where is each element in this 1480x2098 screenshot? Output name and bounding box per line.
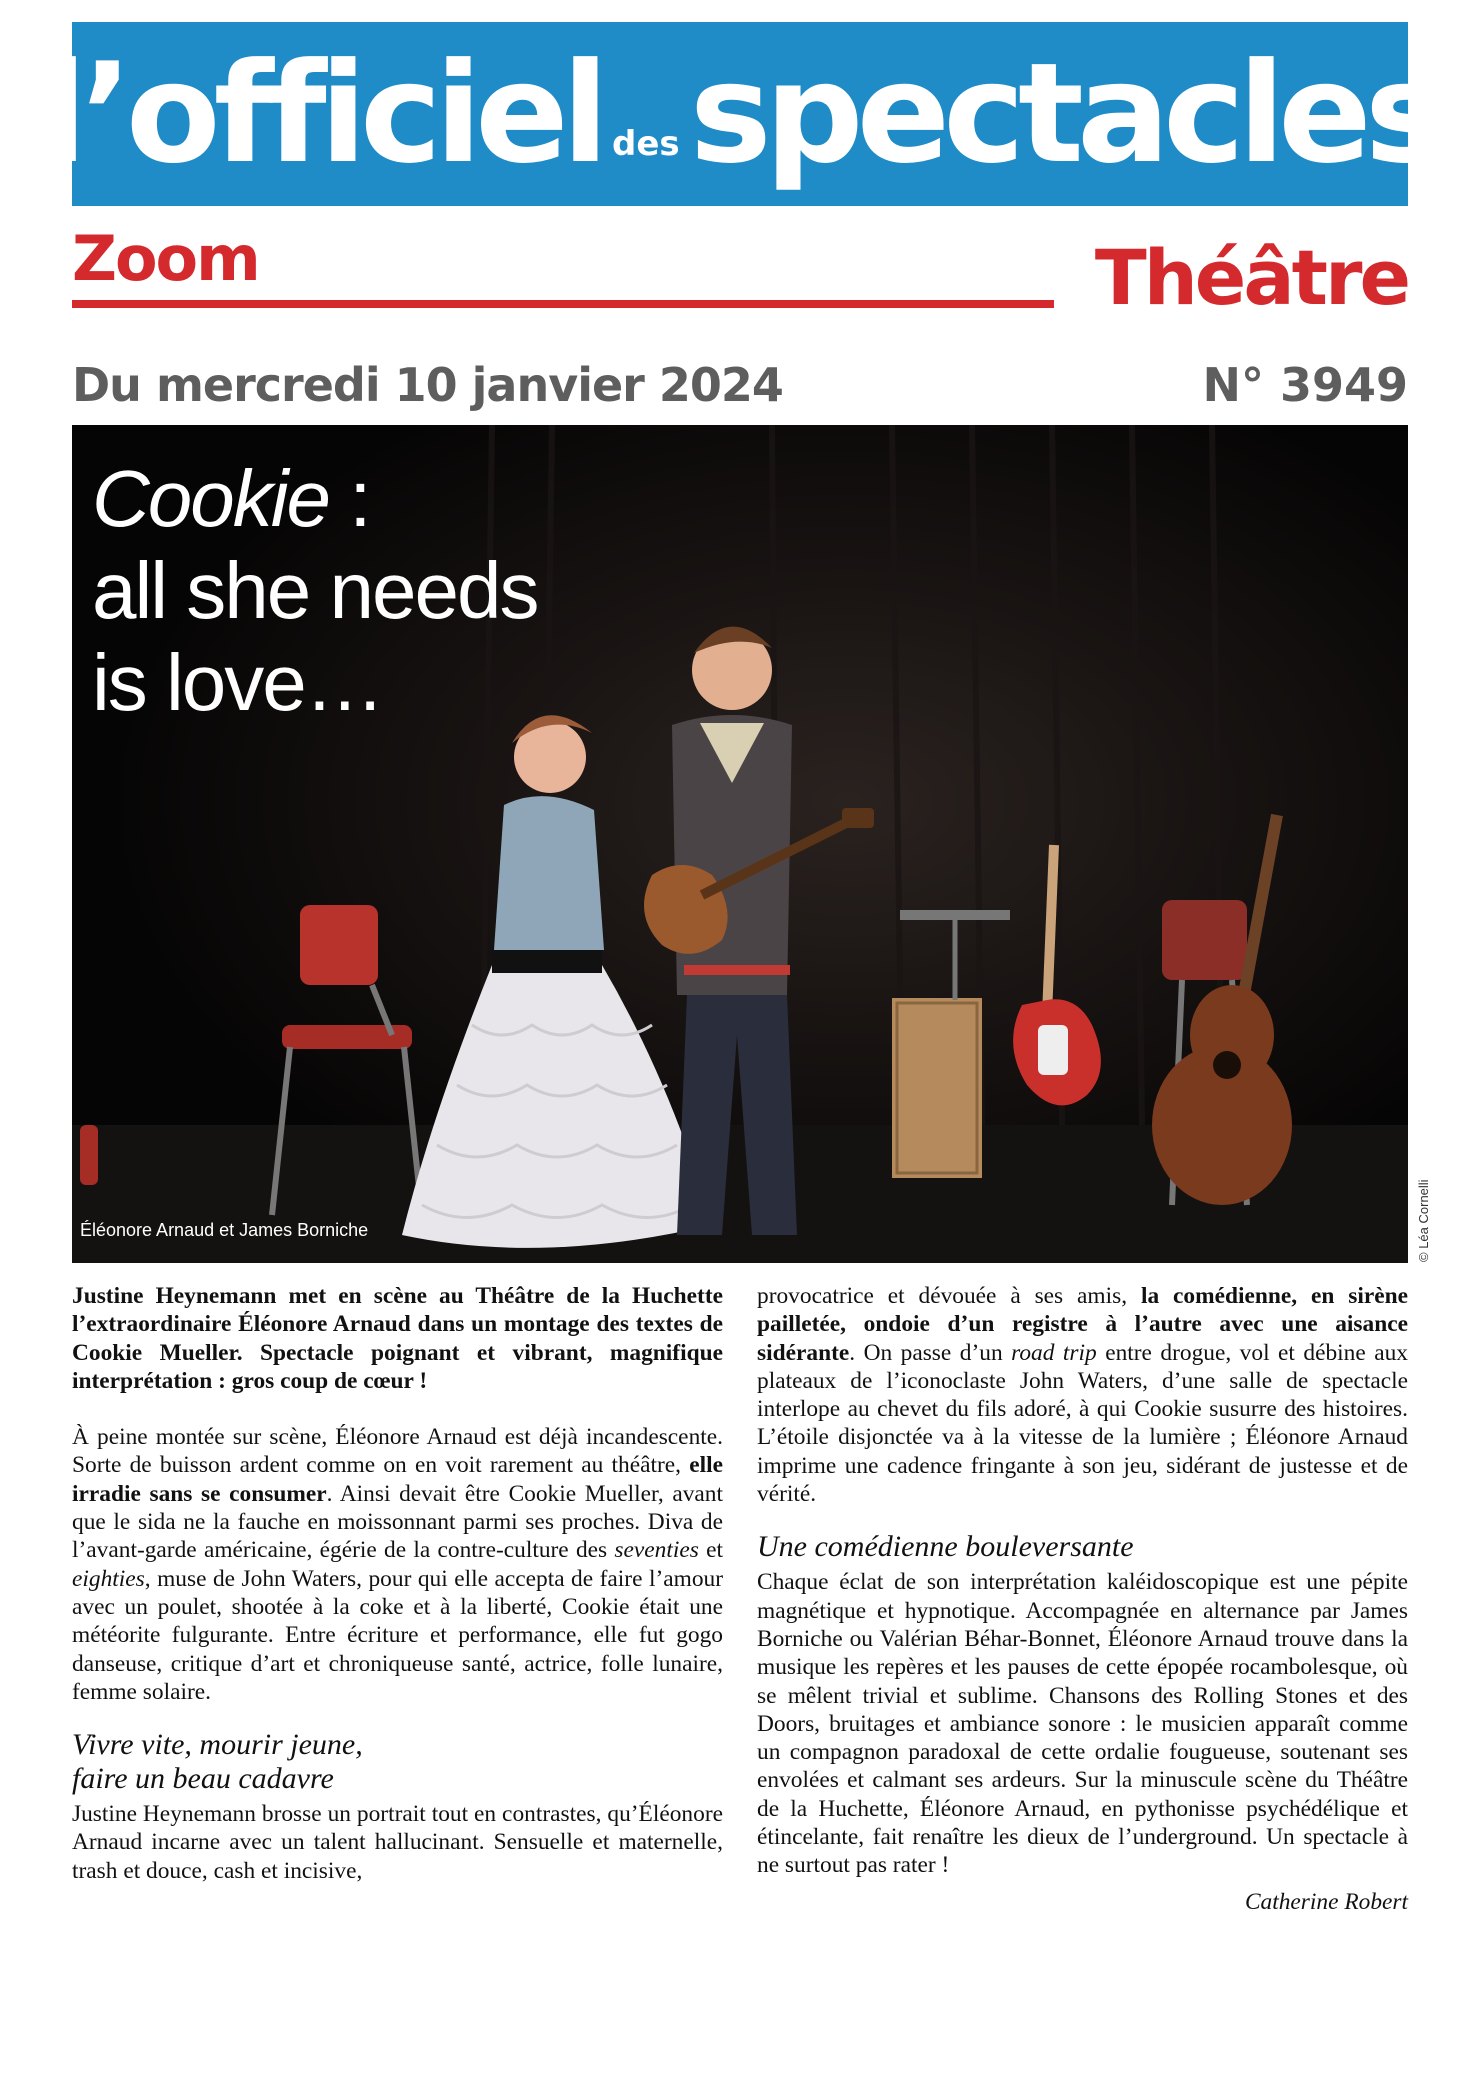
issue-date: Du mercredi 10 janvier 2024 [72, 358, 783, 412]
article-subhead-2: Une comédienne bouleversante [757, 1530, 1134, 1564]
article-paragraph-2: Justine Heynemann brosse un portrait tout en contrastes, qu’Éléonore Arnaud incarne avec un talent hallucinant. Sensuelle et maternelle, trash et douce, cash et incisive, [72, 1801, 723, 1884]
photo-headline [92, 453, 537, 729]
issue-number: N° 3949 [1202, 358, 1408, 412]
article-paragraph-4: Chaque éclat de son interprétation kaléidoscopique est une pépite magnétique et hypnotique. Accompagnée en alternance par James Borniche ou Valérian Béhar-Bonnet, Éléonore Arnaud trouve dans la musique les repères et les pauses de cette épopée rocambolesque, où se mêlent trivial et sublime. Chansons des Rolling Stones et des Doors, bruitages et ambiance sonore : le musicien apparaît comme un compagnon paradoxal de cette ordalie fougueuse, soutenant ses envolées et calmant ses ardeurs. Sur la minuscule scène du Théâtre de la Huchette, Éléonore Arnaud, en pythonisse psychédélique et étincelante, fait renaître les dieux de l’underground. Un spectacle à ne surtout pas rater ! [757, 1569, 1408, 1879]
article-signature: Catherine Robert [1244, 1888, 1408, 1915]
article-chapeau: Justine Heynemann met en scène au Théâtre de la Huchette l’extraordinaire Éléonore Arnaud dans un montage des textes de Cookie Mueller. Spectacle poignant et vibrant, magnifique interprétation : gros coup de cœur ! [72, 1283, 723, 1394]
headline-line-3: is love… [92, 638, 383, 727]
stage-photo [72, 425, 1408, 1263]
masthead-banner [40, 22, 1440, 206]
photo-credit: © Léa Cornelli [1416, 1179, 1431, 1262]
article-paragraph-1: À peine montée sur scène, Éléonore Arnaud est déjà incandescente. Sorte de buisson ardent comme on en voit rarement au théâtre, elle irradie sans se consumer. Ainsi devait être Cookie Mueller, avant que le sida ne la fauche en moissonnant parmi ses proches. Diva de l’avant-garde américaine, égérie de la contre-culture des seventies et eighties, muse de John Waters, pour qui elle accepta de faire l’amour avec un poulet, shootée à la coke et à la liberté, Cookie était une météorite fulgurante. Entre écriture et performance, elle fut gogo danseuse, critique d’art et chroniqueuse santé, actrice, folle lunaire, femme solaire. [72, 1424, 724, 1705]
logo-des: des [612, 124, 680, 164]
section-label: Zoom [72, 222, 259, 295]
article-subhead-1: Vivre vite, mourir jeune, faire un beau cadavre [72, 1728, 363, 1796]
headline-line-2: all she needs [92, 546, 538, 635]
logo-spectacles: spectacles [689, 33, 1440, 194]
section-rule [72, 300, 1054, 308]
headline-colon: : [329, 454, 370, 543]
logo-officiel: l’officiel [40, 33, 603, 194]
article-paragraph-3: provocatrice et dévouée à ses amis, la comédienne, en sirène pailletée, ondoie d’un registre à l’autre avec une aisance sidérante. On passe d’un road trip entre drogue, vol et débine aux plateaux de l’iconoclaste John Waters, d’une salle de spectacle interlope au chevet du fils adoré, à qui Cookie susurre des histoires. L’étoile disjonctée va à la vitesse de la lumière ; Éléonore Arnaud imprime une cadence fringante à son jeu, sidérant de justesse et de vérité. [757, 1283, 1408, 1508]
article-column-1 [72, 1282, 723, 1885]
photo-caption: Éléonore Arnaud et James Borniche [80, 1220, 369, 1240]
masthead-logo [40, 22, 1440, 206]
article-column-2 [757, 1282, 1408, 1916]
headline-title-italic: Cookie [92, 454, 330, 543]
rubrique-label: Théâtre [1094, 233, 1408, 322]
